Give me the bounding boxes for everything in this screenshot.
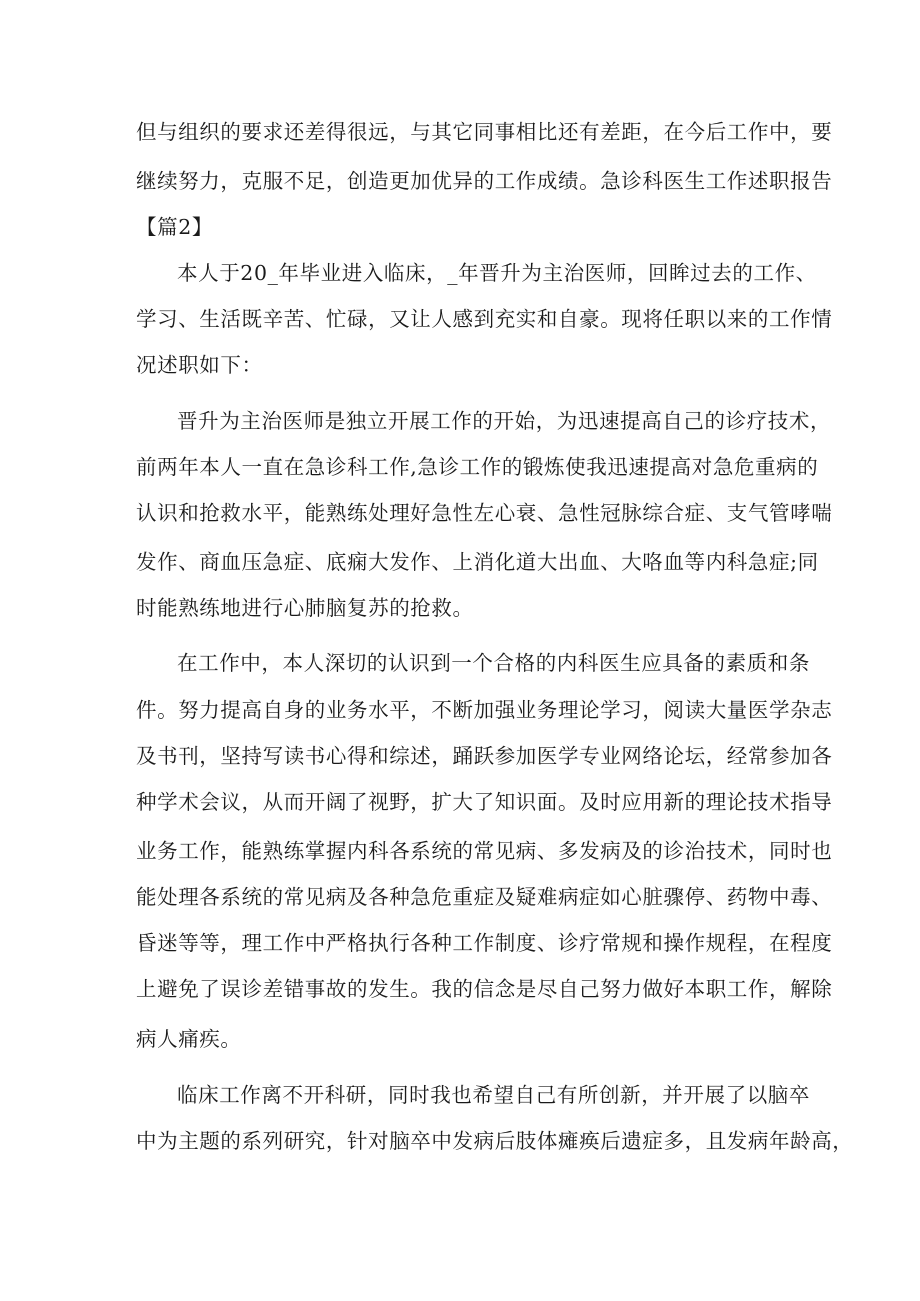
text-line: 中为主题的系列研究，针对脑卒中发病后肢体瘫痪后遗症多，且发病年龄高， <box>136 1129 854 1153</box>
text-line: 及书刊，坚持写读书心得和综述，踊跃参加医学专业网络论坛，经常参加各 <box>136 744 833 768</box>
text-line: 上避免了误诊差错事故的发生。我的信念是尽自己努力做好本职工作，解除 <box>136 977 833 1001</box>
text-line: 昏迷等等，理工作中严格执行各种工作制度、诊疗常规和操作规程，在程度 <box>136 931 833 955</box>
text-line: 发作、商血压急症、底痫大发作、上消化道大出血、大咯血等内科急症;同 <box>136 550 819 574</box>
text-line: 前两年本人一直在急诊科工作,急诊工作的锻炼使我迅速提高对急危重病的 <box>136 455 819 479</box>
text-line: 件。努力提高自身的业务水平，不断加强业务理论学习，阅读大量医学杂志 <box>136 698 833 722</box>
text-line: 认识和抢救水平，能熟练处理好急性左心衰、急性冠脉综合症、支气管哮喘 <box>136 501 833 525</box>
text-line: 时能熟练地进行心肺脑复苏的抢救。 <box>136 596 474 620</box>
text-line: 学习、生活既辛苦、忙碌，又让人感到充实和自豪。现将任职以来的工作情 <box>136 307 833 331</box>
text-line: 病人痛疾。 <box>136 1027 242 1051</box>
text-line: 在工作中，本人深切的认识到一个合格的内科医生应具备的素质和条 <box>177 651 810 675</box>
text-line: 能处理各系统的常见病及各种急危重症及疑难病症如心脏骤停、药物中毒、 <box>136 885 833 909</box>
text-line: 况述职如下： <box>136 353 263 377</box>
section-heading: 【篇2】 <box>136 215 213 239</box>
text-line: 本人于20_年毕业进入临床，_年晋升为主治医师，回眸过去的工作、 <box>177 261 817 285</box>
text-line: 继续努力，克服不足，创造更加优异的工作成绩。急诊科医生工作述职报告 <box>136 169 833 193</box>
text-line: 业务工作，能熟练掌握内科各系统的常见病、多发病及的诊治技术，同时也 <box>136 839 833 863</box>
text-line: 临床工作离不开科研，同时我也希望自己有所创新，并开展了以脑卒 <box>177 1083 810 1107</box>
text-line: 晋升为主治医师是独立开展工作的开始，为迅速提高自己的诊疗技术， <box>177 409 832 433</box>
text-line: 种学术会议，从而开阔了视野，扩大了知识面。及时应用新的理论技术指导 <box>136 790 833 814</box>
text-line: 但与组织的要求还差得很远，与其它同事相比还有差距，在今后工作中，要 <box>136 120 833 144</box>
